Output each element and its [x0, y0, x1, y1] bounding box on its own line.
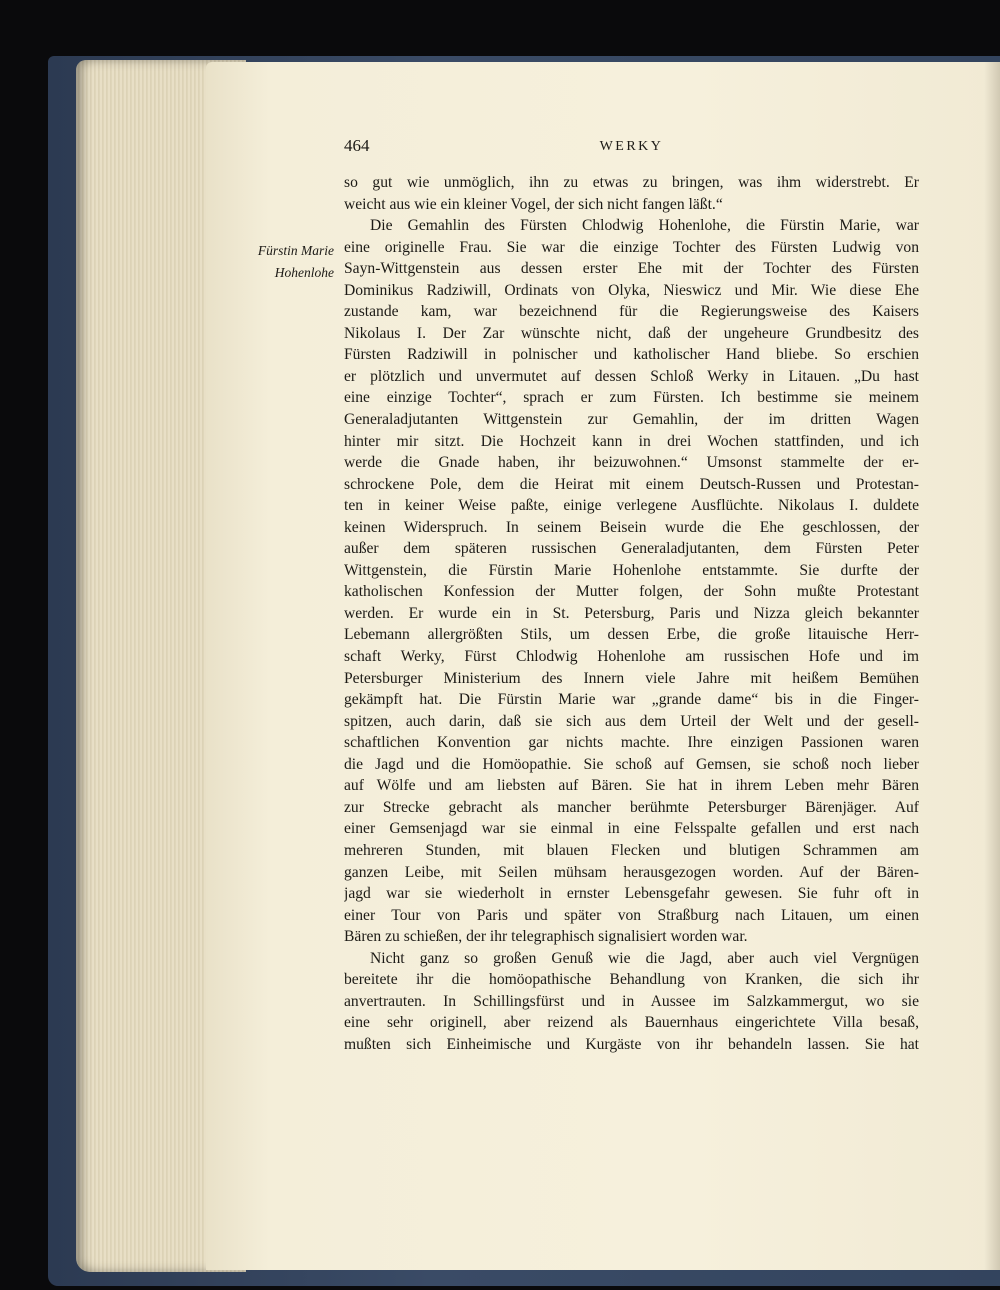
text-line: spitzen, auch darin, daß sie sich aus dem Urteil der Welt und der gesell- [344, 712, 919, 730]
text-line: Sayn-Wittgenstein aus dessen erster Ehe mit der Tochter des Fürsten [344, 260, 919, 278]
body-text [344, 172, 919, 1055]
page-gutter-shadow [984, 62, 1000, 1270]
text-line: auf Wölfe und am liebsten auf Bären. Sie hat in ihrem Leben mehr Bären [344, 777, 919, 795]
text-line: katholischen Konfession der Mutter folgen, der Sohn mußte Protestant [344, 583, 919, 601]
text-line: er plötzlich und unvermutet auf dessen Schloß Werky in Litauen. „Du hast [344, 367, 919, 385]
text-line: ten in keiner Weise paßte, einige verlegene Ausflüchte. Nikolaus I. duldete [344, 497, 919, 515]
margin-note-line: Hohenlohe [274, 264, 334, 280]
margin-note-line: Fürstin Marie [257, 243, 334, 258]
text-line: Nicht ganz so großen Genuß wie die Jagd, aber auch viel Vergnügen [370, 949, 919, 967]
text-line: zustande kam, war bezeichnend für die Regierungsweise des Kaisers [344, 303, 919, 321]
text-line: mußten sich Einheimische und Kurgäste von ihr behandeln lassen. Sie hat [344, 1035, 919, 1053]
text-line: Wittgenstein, die Fürstin Marie Hohenlohe entstammte. Sie durfte der [344, 561, 919, 579]
text-line: hinter mir sitzt. Die Hochzeit kann in drei Wochen stattfinden, und ich [344, 432, 919, 450]
text-line: Lebemann allergrößten Stils, um dessen Erbe, die große litauische Herr- [344, 626, 919, 644]
text-line: eine sehr originell, aber reizend als Bauernhaus eingerichtete Villa besaß, [344, 1014, 919, 1032]
text-line: zur Strecke gebracht als mancher berühmte Petersburger Bärenjäger. Auf [344, 798, 919, 816]
text-line: Dominikus Radziwill, Ordinats von Olyka, Nieswicz und Mir. Wie diese Ehe [344, 281, 919, 299]
text-line: weicht aus wie ein kleiner Vogel, der sich nicht fangen läßt.“ [344, 195, 723, 213]
text-line: bereitete ihr die homöopathische Behandlung von Kranken, die sich ihr [344, 971, 919, 989]
text-line: schaftlichen Konvention gar nichts machte. Ihre einzigen Passionen waren [344, 734, 919, 752]
text-line: Die Gemahlin des Fürsten Chlodwig Hohenlohe, die Fürstin Marie, war [370, 217, 919, 235]
text-line: Bären zu schießen, der ihr telegraphisch signalisiert worden war. [344, 928, 748, 946]
text-line: gekämpft hat. Die Fürstin Marie war „grande dame“ bis in die Finger- [344, 691, 919, 709]
text-line: werden. Er wurde ein in St. Petersburg, Paris und Nizza gleich bekannter [344, 604, 919, 622]
running-head [344, 136, 919, 162]
text-line: eine originelle Frau. Sie war die einzige Tochter des Fürsten Ludwig von [344, 238, 919, 256]
text-line: schaft Werky, Fürst Chlodwig Hohenlohe am russischen Hofe und im [344, 648, 919, 666]
text-line: werde die Gnade haben, ihr beizuwohnen.“ Umsonst stammelte der er- [344, 454, 919, 472]
page-title: WERKY [599, 139, 664, 154]
text-line: Fürsten Radziwill in polnischer und katholischer Hand bliebe. So erschien [344, 346, 919, 364]
text-line: Nikolaus I. Der Zar wünschte nicht, daß der ungeheure Grundbesitz des [344, 324, 919, 342]
text-line: ganzen Leibe, mit Seilen mühsam herausgezogen worden. Auf der Bären- [344, 863, 919, 881]
text-line: jagd war sie wiederholt in ernster Lebensgefahr gewesen. Sie fuhr oft in [344, 885, 919, 903]
text-line: anvertrauten. In Schillingsfürst und in Aussee im Salzkammergut, wo sie [344, 992, 919, 1010]
text-line: schrockene Pole, dem die Heirat mit einem Deutsch-Russen und Protestan- [344, 475, 919, 493]
text-line: Generaladjutanten Wittgenstein zur Gemahlin, der im dritten Wagen [344, 411, 919, 429]
text-line: einer Tour von Paris und später von Straßburg nach Litauen, um einen [344, 906, 919, 924]
text-line: mehreren Stunden, mit blauen Flecken und blutigen Schrammen am [344, 841, 919, 859]
text-line: Petersburger Ministerium des Innern viele Jahre mit heißem Bemühen [344, 669, 919, 687]
text-line: außer dem späteren russischen Generaladjutanten, dem Fürsten Peter [344, 540, 919, 558]
text-line: eine einzige Tochter“, sprach er zum Fürsten. Ich bestimme sie meinem [344, 389, 919, 407]
page-number: 464 [344, 136, 370, 155]
text-line: keinen Widerspruch. In seinem Beisein wurde die Ehe geschlossen, der [344, 518, 919, 536]
text-line: so gut wie unmöglich, ihn zu etwas zu bringen, was ihm widerstrebt. Er [344, 174, 919, 191]
text-line: einer Gemsenjagd war sie einmal in eine Felsspalte gefallen und erst nach [344, 820, 919, 838]
text-line: die Jagd und die Homöopathie. Sie schoß auf Gemsen, sie schoß noch lieber [344, 755, 919, 773]
margin-note [214, 240, 334, 283]
